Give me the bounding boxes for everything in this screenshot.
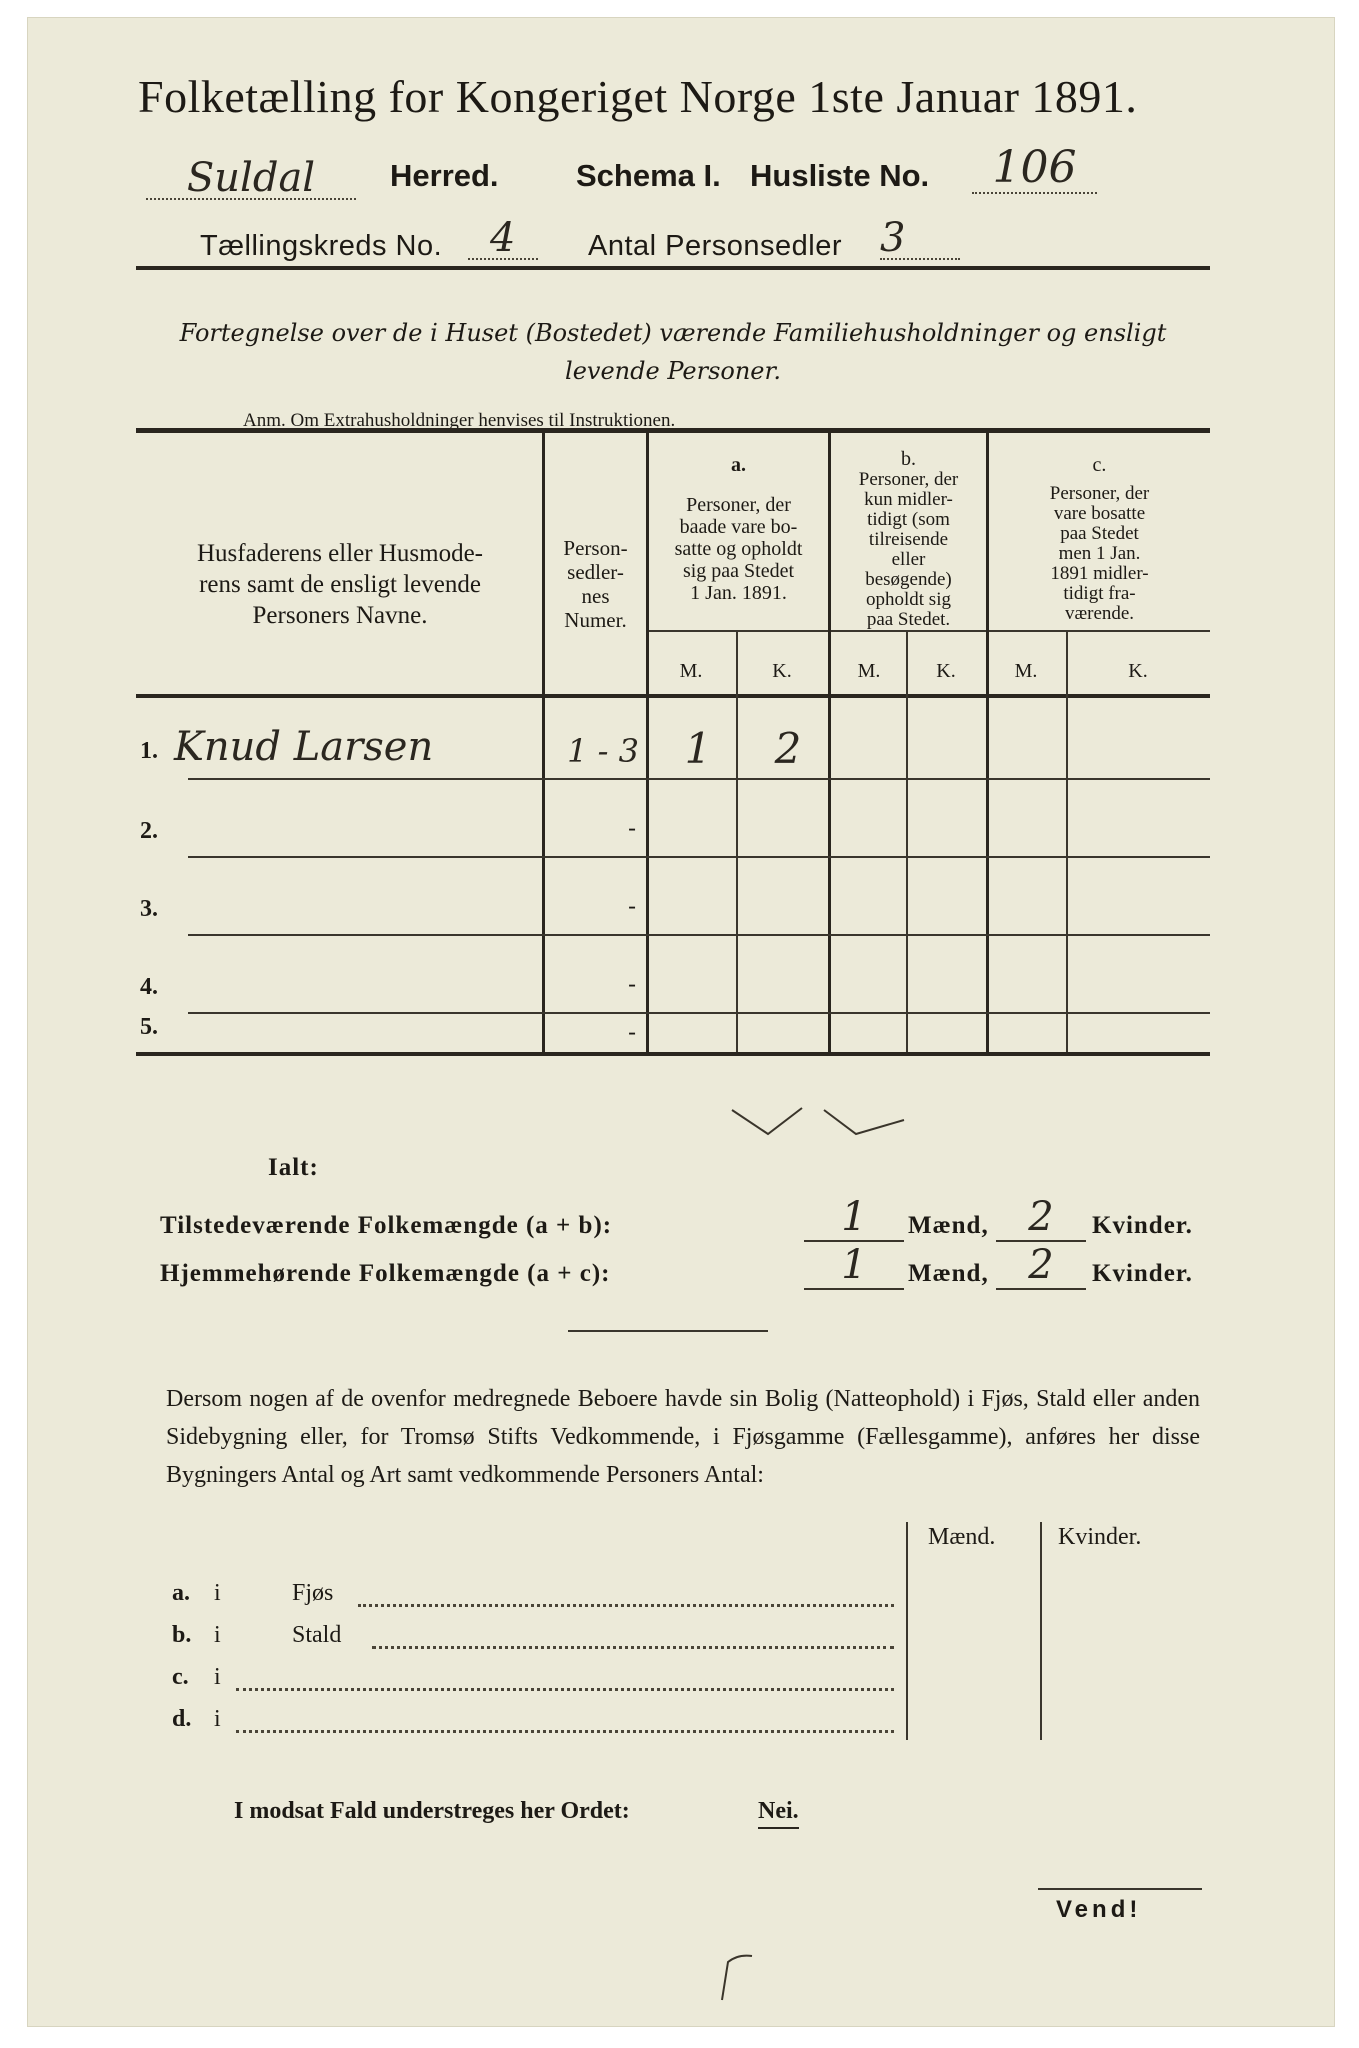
ialt-label: Ialt:	[268, 1154, 319, 1181]
modsat-label: I modsat Fald understreges her Ordet:	[234, 1798, 630, 1824]
husliste-value: 106	[972, 144, 1097, 194]
row-4-number: 4.	[140, 974, 158, 1000]
col-b-m: M.	[857, 660, 881, 682]
kreds-value: 4	[468, 218, 538, 260]
building-d-i: i	[214, 1706, 221, 1732]
herred-value: Suldal	[146, 158, 356, 200]
form-title: Folketælling for Kongeriget Norge 1ste Januar 1891.	[138, 71, 1138, 122]
tilstede-kvinder: Kvinder.	[1092, 1212, 1193, 1239]
row-1-a-k: 2	[774, 724, 802, 773]
buildings-col-divider-1	[906, 1522, 908, 1740]
mk-subheader-rule	[648, 630, 1210, 632]
row-sep-3	[188, 934, 1210, 936]
buildings-col-kvinder: Kvinder.	[1058, 1524, 1142, 1550]
col-b-letter: b.	[901, 448, 916, 470]
intro-line-1: Fortegnelse over de i Huset (Bostedet) værende Familiehusholdninger og ensligt	[179, 319, 1167, 347]
vend-label: Vend!	[1056, 1896, 1142, 1923]
col-divider-b-mk	[906, 630, 908, 1052]
husliste-label: Husliste No.	[750, 158, 930, 193]
row-5-number: 5.	[140, 1014, 158, 1040]
col-header-c: Personer, der vare bosatte paa Stedet men 1 Jan. 1891 midler- tidigt fra- værende.	[1049, 483, 1150, 624]
building-b-i: i	[214, 1622, 221, 1648]
col-divider-name	[542, 430, 545, 1054]
building-c-letter: c.	[172, 1664, 189, 1690]
row-2-num: -	[628, 814, 637, 842]
col-b-k: K.	[936, 660, 956, 682]
col-c-letter: c.	[1092, 454, 1107, 476]
building-b-label: Stald	[292, 1622, 342, 1648]
row-1-num: 1 - 3	[567, 732, 639, 770]
herred-label: Herred.	[390, 158, 499, 193]
hjemme-label: Hjemmehørende Folkemængde (a + c):	[160, 1260, 611, 1287]
building-a-letter: a.	[172, 1580, 190, 1606]
col-c-m: M.	[1014, 660, 1038, 682]
vend-rule	[1038, 1888, 1202, 1890]
hjemme-kvinder: Kvinder.	[1092, 1260, 1193, 1287]
building-d-dots	[236, 1730, 894, 1733]
tilstede-m: 1	[841, 1194, 867, 1240]
building-b-letter: b.	[172, 1622, 192, 1648]
building-b-dots	[372, 1646, 894, 1649]
buildings-col-maend: Mænd.	[928, 1524, 996, 1550]
nei-word: Nei.	[758, 1798, 799, 1829]
personsedler-label: Antal Personsedler	[588, 230, 843, 262]
table-header-rule	[136, 694, 1210, 698]
row-sep-4	[188, 1012, 1210, 1014]
col-c-k: K.	[1128, 660, 1148, 682]
building-a-label: Fjøs	[292, 1580, 334, 1606]
col-a-letter: a.	[731, 454, 746, 476]
building-a-i: i	[214, 1580, 221, 1606]
header-rule	[136, 266, 1210, 270]
row-2-number: 2.	[140, 818, 158, 844]
table-top-rule	[136, 428, 1210, 433]
personsedler-value: 3	[880, 218, 960, 260]
col-a-k: K.	[772, 660, 792, 682]
section-divider	[568, 1330, 768, 1332]
tilstede-label: Tilstedeværende Folkemængde (a + b):	[160, 1212, 613, 1239]
row-4-num: -	[628, 970, 637, 998]
col-a-m: M.	[679, 660, 703, 682]
col-divider-c-mk	[1066, 630, 1068, 1052]
building-c-dots	[236, 1688, 894, 1691]
tally-mark	[728, 1100, 908, 1146]
row-sep-1	[188, 778, 1210, 780]
building-d-letter: d.	[172, 1706, 192, 1732]
row-1-name: Knud Larsen	[174, 724, 434, 770]
col-header-name: Husfaderens eller Husmode- rens samt de ensligt levende Personers Navne.	[196, 540, 483, 629]
intro-text	[138, 314, 1208, 390]
row-1-a-m: 1	[684, 724, 712, 773]
col-header-b: Personer, der kun midler- tidigt (som tilreisende eller besøgende) opholdt sig paa Stedet.	[858, 469, 959, 630]
intro-line-2: levende Personer.	[565, 357, 781, 385]
tilstede-k: 2	[1028, 1194, 1054, 1240]
row-sep-2	[188, 856, 1210, 858]
herred-field	[146, 155, 356, 201]
table-bottom-rule	[136, 1052, 1210, 1056]
anm-note: Anm. Om Extrahusholdninger henvises til Instruktionen.	[243, 410, 676, 431]
kreds-label: Tællingskreds No.	[200, 230, 443, 262]
schema-label: Schema I.	[576, 158, 721, 193]
row-5-num: -	[628, 1018, 637, 1046]
census-form-page	[28, 18, 1334, 2026]
row-3-num: -	[628, 892, 637, 920]
tilstede-maend: Mænd,	[908, 1212, 989, 1239]
col-divider-a-mk	[736, 630, 738, 1052]
buildings-col-divider-2	[1040, 1522, 1042, 1740]
hjemme-m: 1	[841, 1242, 867, 1288]
row-1-number: 1.	[140, 738, 158, 764]
ink-mark	[698, 1946, 758, 2006]
hjemme-maend: Mænd,	[908, 1260, 989, 1287]
col-header-a: Personer, der baade vare bo- satte og opholdt sig paa Stedet 1 Jan. 1891.	[674, 494, 803, 604]
hjemme-k: 2	[1028, 1242, 1054, 1288]
buildings-paragraph: Dersom nogen af de ovenfor medregnede Beboere havde sin Bolig (Natteophold) i Fjøs, Stald eller anden Sidebygning eller, for Tromsø Stifts Vedkommende, i Fjøsgamme (Fællesgamme), anføres her disse Bygningers Antal og Art samt vedkommende Personers Antal:	[166, 1386, 1200, 1488]
row-3-number: 3.	[140, 896, 158, 922]
building-c-i: i	[214, 1664, 221, 1690]
building-a-dots	[358, 1604, 894, 1607]
col-header-num: Person- sedler- nes Numer.	[563, 536, 628, 632]
